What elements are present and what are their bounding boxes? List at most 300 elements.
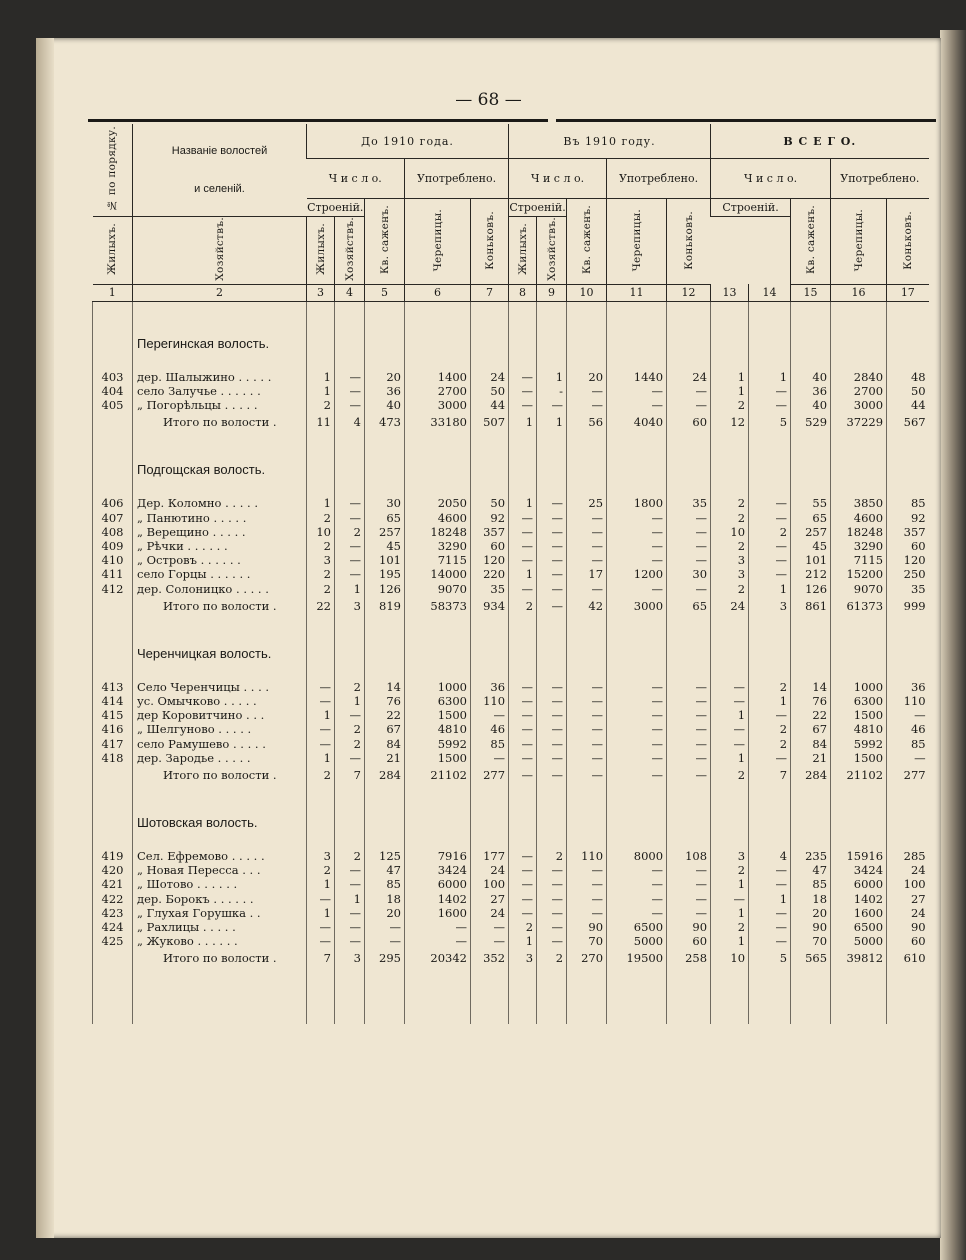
settlement-name: село Залучье . . . . . . [133,384,307,398]
total-row [93,765,929,785]
value-cell: — [509,892,537,906]
spacer-cell [831,482,887,496]
value-cell: 20 [791,906,831,920]
value-cell: 18248 [831,525,887,539]
value-cell: 1 [509,934,537,948]
spacer-cell [887,301,929,332]
value-cell: 3424 [405,863,471,877]
spacer-cell [791,666,831,680]
total-value: 1 [509,412,537,432]
value-cell: 15200 [831,567,887,581]
value-cell: — [667,511,711,525]
total-value: 7 [749,765,791,785]
value-cell: — [335,496,365,510]
column-number: 1 [93,284,133,301]
value-cell: — [509,751,537,765]
spacer-cell [749,616,791,642]
value-cell: 1 [307,877,335,891]
value-cell: — [509,384,537,398]
settlement-name: „ Глухая Горушка . . [133,906,307,920]
value-cell: 2 [307,511,335,525]
value-cell: 195 [365,567,405,581]
row-number: 405 [93,398,133,412]
value-cell: 67 [791,722,831,736]
value-cell: — [607,863,667,877]
row-number: 420 [93,863,133,877]
column-number: 6 [405,284,471,301]
spacer-cell [335,835,365,849]
value-cell: — [509,680,537,694]
value-cell: 1500 [831,751,887,765]
value-cell: 5992 [405,737,471,751]
section-spacer [887,811,929,835]
spacer-cell [93,432,133,458]
spacer-cell [831,835,887,849]
spacer-cell [509,666,537,680]
value-cell: 2 [335,722,365,736]
value-cell: 1 [711,708,749,722]
section-spacer [567,811,607,835]
header-kv-3-label: Кв. саженъ. [804,205,817,275]
spacer-cell [567,666,607,680]
table-header [93,124,929,301]
value-cell: — [537,722,567,736]
column-number: 15 [791,284,831,301]
value-cell: 60 [887,539,929,553]
settlement-name: дер. Зародье . . . . . [133,751,307,765]
value-cell: 126 [365,582,405,596]
value-cell: 14 [365,680,405,694]
column-number: 12 [667,284,711,301]
value-cell: 1 [749,582,791,596]
value-cell: 36 [887,680,929,694]
value-cell: 15916 [831,849,887,863]
total-row [93,412,929,432]
value-cell: 24 [471,906,509,920]
spacer-cell [405,968,471,1024]
section-spacer [537,332,567,356]
value-cell: 2 [711,920,749,934]
value-cell: — [667,737,711,751]
value-cell: 2 [509,920,537,934]
total-value: 56 [567,412,607,432]
value-cell: — [537,582,567,596]
spacer-cell [887,356,929,370]
section-spacer [831,332,887,356]
spacer-cell [537,666,567,680]
section-heading-row [93,458,929,482]
spacer-row [93,301,929,332]
column-number: 3 [307,284,335,301]
value-cell: 40 [791,370,831,384]
value-cell: — [307,892,335,906]
value-cell: 45 [365,539,405,553]
value-cell: — [537,539,567,553]
table-row [93,525,929,539]
total-value: 819 [365,596,405,616]
header-kv-2 [567,199,607,285]
spacer-cell [537,968,567,1024]
value-cell: 2 [335,849,365,863]
spacer-cell [471,968,509,1024]
value-cell: 65 [365,511,405,525]
value-cell: 1500 [405,708,471,722]
value-cell: — [607,892,667,906]
value-cell: 24 [667,370,711,384]
total-value: 258 [667,948,711,968]
value-cell: — [567,863,607,877]
row-number [93,765,133,785]
section-spacer [711,458,749,482]
total-value: 42 [567,596,607,616]
total-value: 21102 [831,765,887,785]
value-cell: 108 [667,849,711,863]
value-cell: — [365,920,405,934]
total-value: 2 [537,948,567,968]
spacer-cell [471,482,509,496]
value-cell: 6500 [607,920,667,934]
header-stroeniy-3: Строеній. [711,199,791,217]
section-title: Подгощская волость. [133,458,307,482]
section-spacer [791,458,831,482]
spacer-cell [509,785,537,811]
section-heading-row [93,642,929,666]
spacer-cell [133,616,307,642]
value-cell: 36 [365,384,405,398]
value-cell: 9070 [831,582,887,596]
section-spacer [607,458,667,482]
value-cell: — [567,906,607,920]
total-value: 60 [667,412,711,432]
value-cell: 110 [887,694,929,708]
section-spacer [831,642,887,666]
table-row [93,680,929,694]
total-value: 7 [335,765,365,785]
value-cell: — [667,553,711,567]
value-cell: 18248 [405,525,471,539]
value-cell: 3 [307,849,335,863]
value-cell: 1 [335,582,365,596]
value-cell: 85 [471,737,509,751]
column-number: 7 [471,284,509,301]
value-cell: 90 [791,920,831,934]
settlement-name: „ Жуково . . . . . . [133,934,307,948]
spacer-cell [607,432,667,458]
value-cell: 6300 [831,694,887,708]
value-cell: 76 [791,694,831,708]
spacer-cell [471,356,509,370]
spacer-row [93,616,929,642]
value-cell: — [537,553,567,567]
total-value: 999 [887,596,929,616]
spacer-cell [509,482,537,496]
value-cell: — [667,708,711,722]
spacer-cell [791,356,831,370]
spacer-cell [133,968,307,1024]
value-cell: — [537,511,567,525]
value-cell: 24 [887,863,929,877]
header-period-1: До 1910 года. [307,124,509,159]
total-value: 5 [749,948,791,968]
spacer-cell [307,968,335,1024]
value-cell: 1 [335,694,365,708]
section-spacer [667,811,711,835]
spacer-row [93,356,929,370]
column-number: 8 [509,284,537,301]
spacer-cell [133,835,307,849]
value-cell: 36 [791,384,831,398]
value-cell: — [607,384,667,398]
spacer-cell [749,835,791,849]
value-cell: 90 [567,920,607,934]
row-number: 418 [93,751,133,765]
total-value: 33180 [405,412,471,432]
spacer-cell [93,616,133,642]
spacer-row [93,482,929,496]
section-spacer [365,642,405,666]
settlement-name: „ Рѣчки . . . . . . [133,539,307,553]
value-cell: 1 [307,708,335,722]
value-cell: 2 [307,539,335,553]
total-value: 11 [307,412,335,432]
value-cell: 3424 [831,863,887,877]
total-value: 1 [537,412,567,432]
section-spacer [509,332,537,356]
value-cell: 30 [667,567,711,581]
value-cell: 2 [335,680,365,694]
header-kv-1-label: Кв. саженъ. [378,205,391,275]
total-value: 567 [887,412,929,432]
value-cell: 4600 [831,511,887,525]
value-cell: 14 [791,680,831,694]
spacer-cell [831,432,887,458]
total-row [93,948,929,968]
total-value: — [607,765,667,785]
spacer-cell [471,301,509,332]
section-spacer [749,332,791,356]
settlement-name: „ Шелгуново . . . . . [133,722,307,736]
value-cell: — [537,567,567,581]
table-row [93,863,929,877]
spacer-cell [335,785,365,811]
page-binding [36,38,54,1238]
table-row [93,398,929,412]
value-cell: — [335,934,365,948]
value-cell: — [607,708,667,722]
value-cell: 2 [307,863,335,877]
value-cell: 1500 [405,751,471,765]
spacer-cell [791,835,831,849]
value-cell: 20 [365,906,405,920]
spacer-cell [537,432,567,458]
value-cell: — [537,694,567,708]
value-cell: 250 [887,567,929,581]
value-cell: — [537,398,567,412]
value-cell: 30 [365,496,405,510]
section-spacer [509,458,537,482]
value-cell: 3000 [831,398,887,412]
spacer-cell [667,356,711,370]
spacer-cell [405,356,471,370]
header-name [133,124,307,217]
spacer-cell [607,785,667,811]
value-cell: — [607,877,667,891]
spacer-cell [567,301,607,332]
value-cell: — [509,370,537,384]
value-cell: — [607,398,667,412]
spacer-cell [831,785,887,811]
spacer-cell [567,835,607,849]
section-heading-row [93,332,929,356]
value-cell: 21 [365,751,405,765]
table-row [93,708,929,722]
value-cell: 20 [567,370,607,384]
total-value: 10 [711,948,749,968]
value-cell: 1 [749,892,791,906]
spacer-cell [711,835,749,849]
table-row [93,751,929,765]
value-cell: 2 [749,722,791,736]
value-cell: 357 [887,525,929,539]
total-value: 934 [471,596,509,616]
section-spacer [365,458,405,482]
spacer-cell [791,482,831,496]
value-cell: 1 [509,496,537,510]
value-cell: 235 [791,849,831,863]
row-number [93,412,133,432]
row-number: 406 [93,496,133,510]
page-number: — 68 — [455,90,522,110]
value-cell: 2 [537,849,567,863]
value-cell: — [607,582,667,596]
section-spacer [365,811,405,835]
value-cell: — [607,751,667,765]
column-number: 14 [749,284,791,301]
value-cell: — [509,737,537,751]
value-cell: 36 [471,680,509,694]
value-cell: 1 [537,370,567,384]
spacer-cell [749,356,791,370]
spacer-row [93,785,929,811]
total-value: 270 [567,948,607,968]
value-cell: 1 [307,496,335,510]
value-cell: — [335,398,365,412]
value-cell: — [537,680,567,694]
value-cell: 7115 [405,553,471,567]
header-cher-1 [405,199,471,285]
value-cell: 3290 [405,539,471,553]
header-zhil-3-label: Жилыхъ. [516,222,529,275]
value-cell: 27 [887,892,929,906]
value-cell: 126 [791,582,831,596]
spacer-cell [307,432,335,458]
table-body [93,301,929,1024]
header-zhil-2 [307,217,335,285]
value-cell: — [471,934,509,948]
value-cell: 1800 [607,496,667,510]
total-value: 3 [509,948,537,968]
total-value: 565 [791,948,831,968]
spacer-cell [93,835,133,849]
value-cell: — [537,863,567,877]
value-cell: 85 [887,496,929,510]
adjacent-page-edge [940,30,966,1260]
spacer-cell [667,616,711,642]
column-number: 9 [537,284,567,301]
value-cell: 6000 [831,877,887,891]
value-cell: — [335,511,365,525]
table-row [93,539,929,553]
spacer-cell [405,432,471,458]
spacer-cell [365,301,405,332]
value-cell: — [749,496,791,510]
value-cell: — [667,722,711,736]
header-khoz-2-label: Хозяйствъ. [343,217,356,281]
value-cell: 1000 [831,680,887,694]
row-number: 403 [93,370,133,384]
value-cell: — [537,906,567,920]
spacer-cell [133,356,307,370]
header-kon-3 [887,199,929,285]
column-number: 13 [711,284,749,301]
value-cell: — [335,906,365,920]
total-value: 610 [887,948,929,968]
row-number: 422 [93,892,133,906]
value-cell: 3850 [831,496,887,510]
table-row [93,496,929,510]
value-cell: 84 [365,737,405,751]
value-cell: — [537,934,567,948]
value-cell: — [567,708,607,722]
spacer-cell [335,301,365,332]
value-cell: — [667,525,711,539]
row-number: 412 [93,582,133,596]
header-cher-3 [831,199,887,285]
value-cell: — [607,737,667,751]
spacer-cell [749,301,791,332]
section-spacer [93,642,133,666]
spacer-cell [509,616,537,642]
spacer-cell [887,835,929,849]
value-cell: 1 [307,906,335,920]
value-cell: 257 [365,525,405,539]
total-value: 861 [791,596,831,616]
spacer-cell [711,666,749,680]
value-cell: 47 [791,863,831,877]
value-cell: — [509,553,537,567]
section-spacer [711,811,749,835]
table-row [93,582,929,596]
header-stroeniy-1: Строеній. [307,199,365,217]
row-number: 417 [93,737,133,751]
settlement-name: Сел. Ефремово . . . . . [133,849,307,863]
value-cell: 3000 [405,398,471,412]
section-spacer [831,458,887,482]
spacer-cell [667,968,711,1024]
total-value: 284 [365,765,405,785]
spacer-cell [307,356,335,370]
header-kon-3-label: Коньковъ. [901,210,914,270]
value-cell: — [307,694,335,708]
total-value: 12 [711,412,749,432]
settlement-name: ус. Омычково . . . . . [133,694,307,708]
value-cell: — [749,934,791,948]
value-cell: 2 [307,398,335,412]
header-name-line1: Названіе волостей [171,145,268,157]
total-value: 277 [887,765,929,785]
spacer-cell [307,785,335,811]
column-number: 10 [567,284,607,301]
